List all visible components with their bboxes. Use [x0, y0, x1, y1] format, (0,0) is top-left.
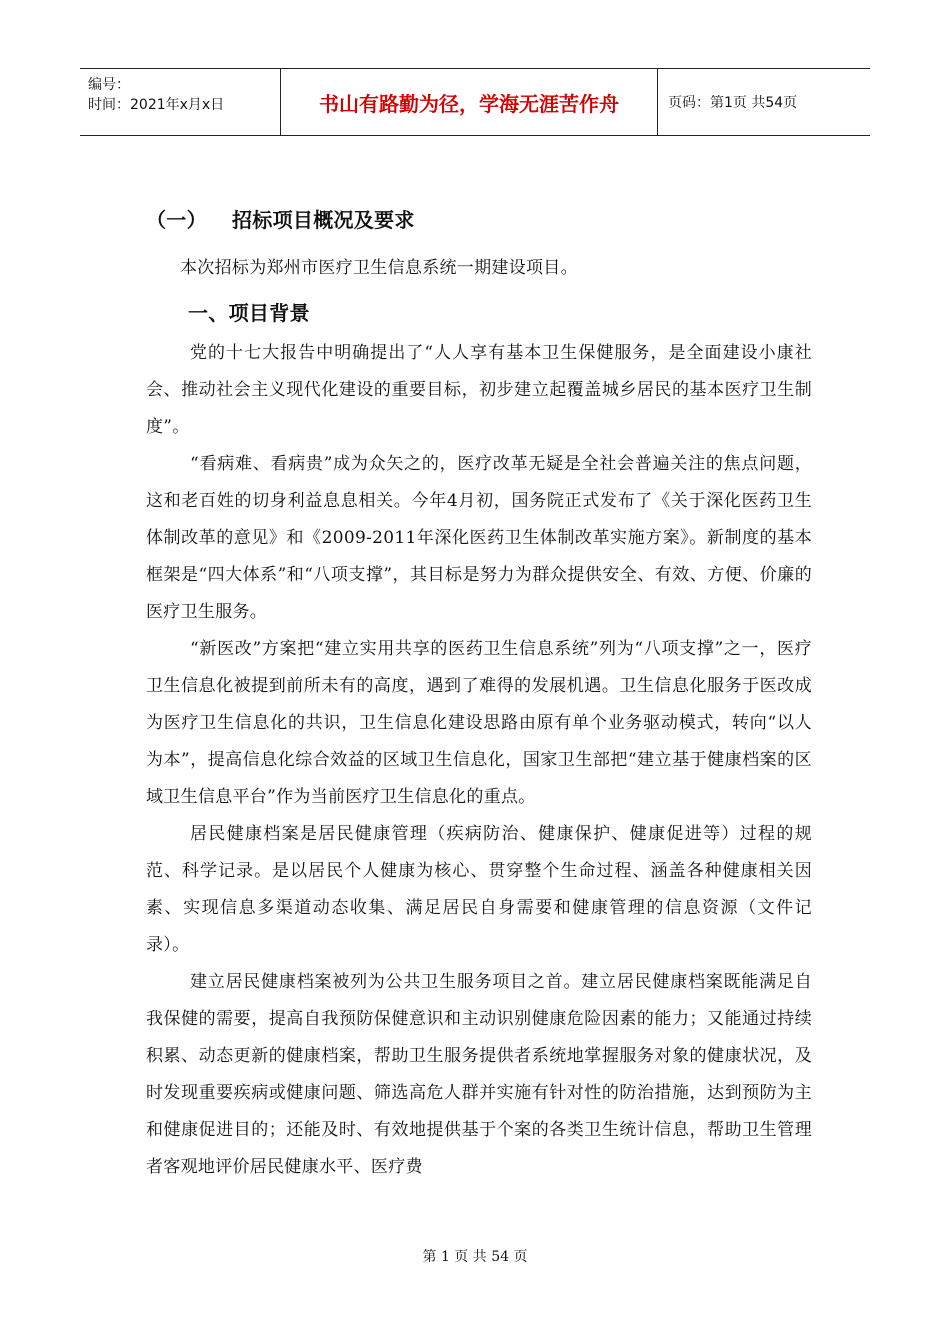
body-paragraph: 居民健康档案是居民健康管理（疾病防治、健康保护、健康促进等）过程的规范、科学记录。是以居民个人健康为核心、贯穿整个生命过程、涵盖各种健康相关因素、实现信息多渠道动态收集、满足居民自身需要和健康管理的信息资源（文件记录）。 [146, 824, 812, 955]
section-title: 招标项目概况及要求 [232, 208, 415, 232]
body-paragraph: 建立居民健康档案被列为公共卫生服务项目之首。建立居民健康档案既能满足自我保健的需要，提高自我预防保健意识和主动识别健康危险因素的能力；又能通过持续积累、动态更新的健康档案，帮助卫生服务提供者系统地掌握服务对象的健康状况，及时发现重要疾病或健康问题、筛选高危人群并实施有针对性的防治措施，达到预防为主和健康促进目的；还能及时、有效地提供基于个案的各类卫生统计信息，帮助卫生管理者客观地评价居民健康水平、医疗费 [146, 972, 812, 1177]
document-body [146, 198, 812, 1186]
header-meta [80, 69, 280, 135]
document-number-label: 编号： [88, 77, 130, 93]
body-paragraph: “看病难、看病贵”成为众矢之的，医疗改革无疑是全社会普遍关注的焦点问题，这和老百姓的切身利益息息相关。今年4月初，国务院正式发布了《关于深化医药卫生体制改革的意见》和《2009-2011年深化医药卫生体制改革实施方案》。新制度的基本框架是“四大体系”和“八项支撑”，其目标是努力为群众提供安全、有效、方便、价廉的医疗卫生服务。 [146, 454, 812, 622]
subsection-heading: 一、项目背景 [188, 301, 310, 325]
section-number: （一） [146, 208, 207, 232]
section-heading [146, 198, 812, 242]
body-paragraph: “新医改”方案把“建立实用共享的医药卫生信息系统”列为“八项支撑”之一，医疗卫生信息化被提到前所未有的高度，遇到了难得的发展机遇。卫生信息化服务于医改成为医疗卫生信息化的共识，卫生信息化建设思路由原有单个业务驱动模式，转向“以人为本”，提高信息化综合效益的区域卫生信息化，国家卫生部把“建立基于健康档案的区域卫生信息平台”作为当前医疗卫生信息化的重点。 [146, 639, 812, 807]
page-footer: 第 1 页 共 54 页 [422, 1249, 528, 1265]
section-intro: 本次招标为郑州市医疗卫生信息系统一期建设项目。 [180, 258, 578, 278]
page-header [80, 68, 870, 136]
body-paragraph: 党的十七大报告中明确提出了“人人享有基本卫生保健服务，是全面建设小康社会、推动社会主义现代化建设的重要目标，初步建立起覆盖城乡居民的基本医疗卫生制度”。 [146, 343, 812, 437]
document-date: 时间：2021年x月x日 [88, 97, 225, 113]
header-page-info: 页码：第1页 共54页 [668, 95, 798, 111]
header-motto: 书山有路勤为径，学海无涯苦作舟 [280, 69, 658, 135]
